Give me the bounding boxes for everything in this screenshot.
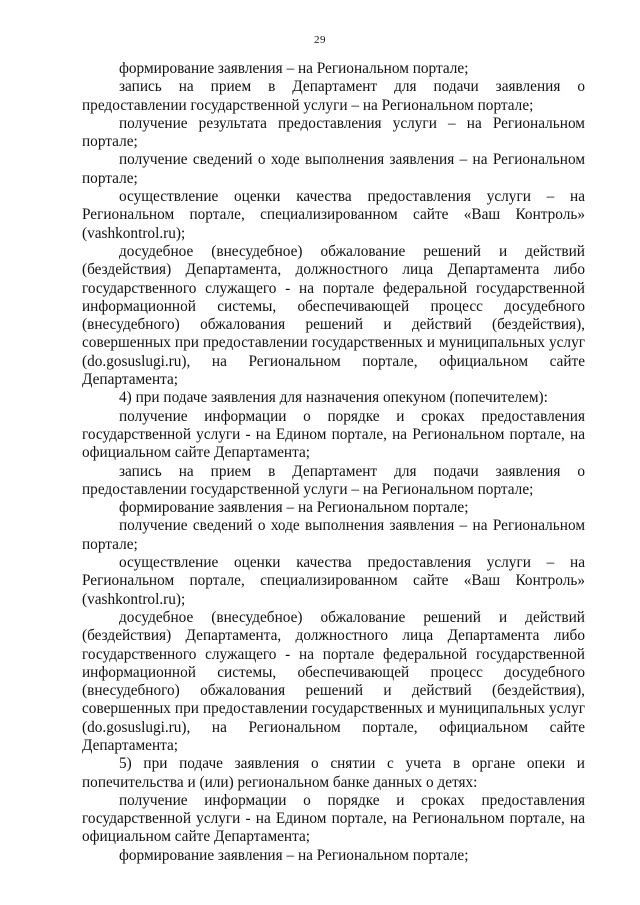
paragraph: получение результата предоставления услуги – на Региональном портале; [82, 114, 585, 151]
paragraph: запись на прием в Департамент для подачи заявления о предоставлении государственной услуги – на Региональном портале; [82, 462, 585, 498]
paragraph: осуществление оценки качества предоставления услуги – на Региональном портале, специализированном сайте «Ваш Контроль» (vashkontrol.ru); [82, 554, 585, 608]
paragraph: осуществление оценки качества предоставления услуги – на Региональном портале, специализированном сайте «Ваш Контроль» (vashkontrol.ru); [82, 188, 585, 242]
paragraph: получение сведений о ходе выполнения заявления – на Региональном портале; [82, 517, 585, 553]
section-heading-4: 4) при подаче заявления для назначения опекуном (попечителем): [119, 389, 548, 407]
paragraph: формирование заявления – на Региональном портале; [119, 846, 469, 864]
document-body [82, 60, 585, 865]
paragraph: формирование заявления – на Региональном портале; [119, 499, 469, 517]
paragraph: досудебное (внесудебное) обжалование решений и действий (бездействия) Департамента, должностного лица Департамента либо государственного служащего - на портале федеральной государственной информационной системы, обеспечивающей процесс досудебного (внесудебного) обжалования решений и действий (бездействия), совершенных при предоставлении государственных и муниципальных услуг (do.gosuslugi.ru), на Региональном портале, официальном сайте Департамента; [82, 608, 585, 754]
paragraph: досудебное (внесудебное) обжалование решений и действий (бездействия) Департамента, должностного лица Департамента либо государственного служащего - на портале федеральной государственной информационной системы, обеспечивающей процесс досудебного (внесудебного) обжалования решений и действий (бездействия), совершенных при предоставлении государственных и муниципальных услуг (do.gosuslugi.ru), на Региональном портале, официальном сайте Департамента; [82, 242, 585, 389]
paragraph: получение сведений о ходе выполнения заявления – на Региональном портале; [82, 151, 585, 187]
paragraph: получение информации о порядке и сроках предоставления государственной услуги - на Едином портале, на Региональном портале, на официальном сайте Департамента; [82, 791, 585, 846]
page-number: 29 [314, 34, 326, 46]
paragraph: получение информации о порядке и сроках предоставления государственной услуги - на Едином портале, на Региональном портале, на официальном сайте Департамента; [82, 407, 585, 462]
section-heading-5: 5) при подаче заявления о снятии с учета в органе опеки и попечительства и (или) региональном банке данных о детях: [82, 755, 585, 791]
paragraph: запись на прием в Департамент для подачи заявления о предоставлении государственной услуги – на Региональном портале; [82, 78, 585, 114]
paragraph: формирование заявления – на Региональном портале; [119, 60, 469, 77]
